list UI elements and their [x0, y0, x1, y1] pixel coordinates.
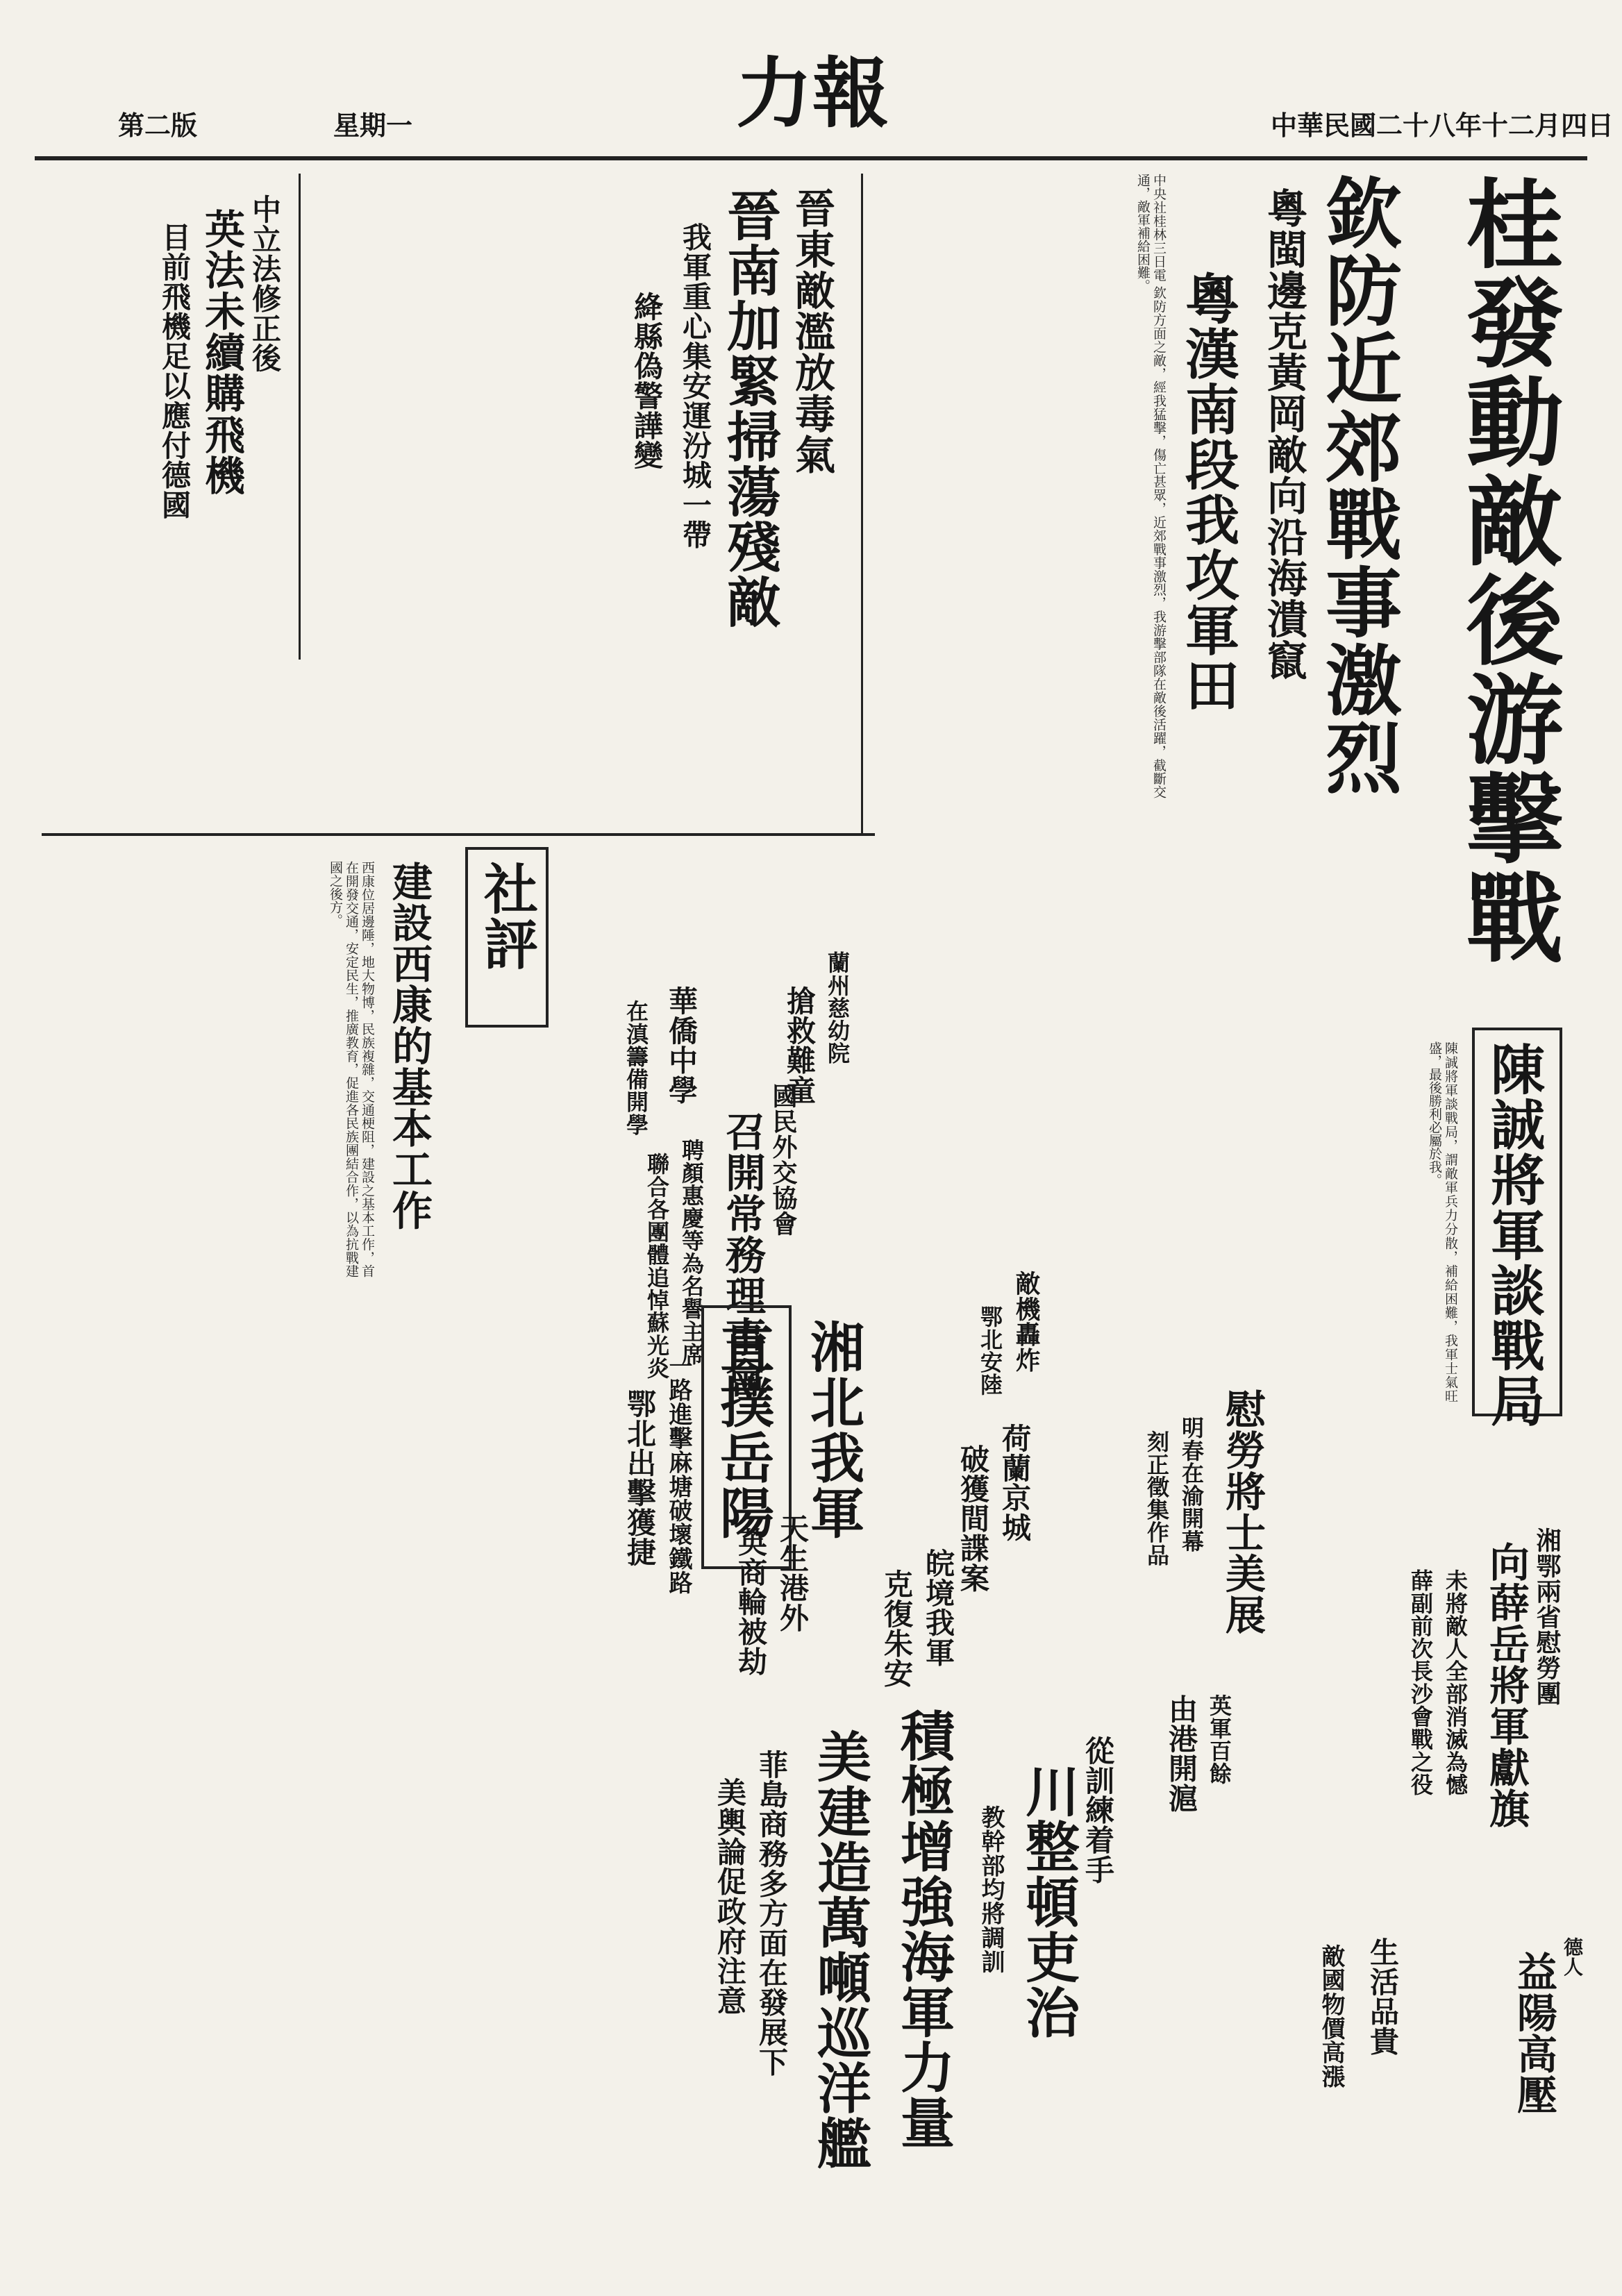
- navy-subhead-2: 美輿論促政府注意: [713, 1777, 747, 2016]
- foreign-assoc-subhead-2: 聯合各團體追悼蘇光炎: [644, 1153, 670, 1380]
- hubei-subhead-2: 鄂北出擊獲捷: [623, 1389, 657, 1568]
- heliu-headline-1: 荷蘭京城: [998, 1423, 1032, 1543]
- issue-number: 星期一: [333, 110, 413, 141]
- weilao-subhead-1: 明春在渝開幕: [1178, 1416, 1205, 1552]
- price-headline-2: 敵國物價高漲: [1317, 1944, 1345, 2089]
- dateline: 中華民國二十八年十二月四日: [1271, 110, 1614, 141]
- extra-headline: 益陽高壓: [1510, 1951, 1557, 2115]
- xiang-headline-2: 向薛岳將軍獻旗: [1482, 1541, 1530, 1829]
- lead-headline-2: 欽防近郊戰事激烈: [1313, 174, 1403, 797]
- lanzhou-subhead: 蘭州慈幼院: [824, 951, 851, 1065]
- overseas-headline: 華僑中學: [664, 986, 699, 1105]
- jin-subhead-1: 我軍重心集安運汾城一帶: [678, 222, 712, 550]
- tianjin-headline-2: 英商輪被劫: [734, 1527, 768, 1677]
- navy-headline-2: 美建造萬噸巡洋艦: [808, 1729, 871, 2171]
- masthead: 力報: [736, 49, 889, 138]
- wan-headline-2: 克復朱安: [880, 1569, 914, 1689]
- editorial-label: 社評: [475, 861, 538, 972]
- divider: [299, 174, 301, 660]
- chen-headline: 陳誠將軍談戰局: [1482, 1041, 1545, 1428]
- foreign-assoc-subhead-1: 聘顏惠慶等為名譽主席: [678, 1139, 705, 1366]
- aircraft-subhead: 目前飛機足以應付德國: [158, 222, 192, 520]
- lead-body: 中央社桂林三日電 欽防方面之敵，經我猛擊，傷亡甚眾，近郊戰事激烈，我游擊部隊在敵後活躍，截斷交通，敵軍補給困難。: [1135, 174, 1167, 798]
- foreign-assoc-headline-2: 召開常務理事會: [719, 1111, 766, 1399]
- training-subhead: 教幹部均將調訓: [977, 1805, 1005, 1974]
- jin-subhead-2: 絳縣偽警譁變: [630, 292, 664, 471]
- lead-headline-1: 桂發動敵後游擊戰: [1450, 174, 1564, 967]
- top-rule: [35, 156, 1587, 160]
- lanzhou-headline: 搶救難童: [783, 986, 817, 1105]
- foreign-assoc-headline-1: 國民外交協會: [769, 1083, 798, 1237]
- heliu-headline-2: 破獲間諜案: [956, 1444, 990, 1593]
- price-headline-1: 生活品貴: [1366, 1937, 1400, 2056]
- navy-subhead-1: 菲島商務多方面在發展下: [755, 1750, 789, 2077]
- tianjin-headline-1: 天生港外: [776, 1514, 810, 1633]
- aircraft-headline-1: 中立法修正後: [248, 194, 282, 374]
- training-headline-1: 從訓練着手: [1081, 1736, 1115, 1885]
- divider: [861, 174, 863, 833]
- lead-subhead: 粵閩邊克黃岡敵向沿海潰竄: [1260, 187, 1307, 680]
- lead-subhead-2: 粵漢南段我攻軍田: [1176, 271, 1239, 713]
- hubei-subhead-1: 一路進擊麻塘破壞鐵路: [664, 1354, 692, 1595]
- xiang-subhead-2: 薛副前次長沙會戰之役: [1407, 1569, 1434, 1796]
- aircraft-headline-2: 英法未續購飛機: [198, 208, 245, 496]
- xiang-subhead: 未將敵人全部消滅為憾: [1442, 1569, 1469, 1796]
- overseas-subhead: 在滇籌備開學: [623, 1000, 649, 1136]
- hainan-headline: 敵機轟炸: [1012, 1271, 1041, 1373]
- extra-subhead: 德人: [1561, 1937, 1584, 1977]
- hubei-headline-2: 直撲岳陽: [711, 1319, 774, 1541]
- weilao-headline: 慰勞將士美展: [1219, 1389, 1266, 1635]
- hainan-subhead: 鄂北安陸: [977, 1305, 1003, 1396]
- editorial-body: 西康位居邊陲，地大物博，民族複雜，交通梗阻，建設之基本工作，首在開發交通，安定民生，推廣教育，促進各民族團結合作，以為抗戰建國之後方。: [328, 861, 375, 1277]
- weilao-subhead-2: 刻正徵集作品: [1144, 1430, 1170, 1566]
- page-number: 第二版: [118, 110, 198, 141]
- navy-headline-1: 積極增強海軍力量: [892, 1708, 955, 2150]
- hk-subhead: 英軍百餘: [1206, 1694, 1232, 1785]
- xiang-headline-1: 湘鄂兩省慰勞團: [1532, 1527, 1562, 1707]
- chen-body: 陳誠將軍談戰局，謂敵軍兵力分散，補給困難，我軍士氣旺盛，最後勝利必屬於我。: [1427, 1041, 1458, 1402]
- editorial-title: 建設西康的基本工作: [385, 861, 433, 1231]
- jin-headline-1: 晉東敵濫放毒氣: [788, 187, 835, 476]
- hubei-headline-1: 湘北我軍: [801, 1319, 864, 1541]
- wan-headline-1: 皖境我軍: [921, 1548, 955, 1668]
- section-rule: [42, 833, 875, 836]
- hk-headline: 由港開滬: [1164, 1694, 1198, 1813]
- training-headline-2: 川整頓吏治: [1017, 1763, 1080, 2040]
- jin-headline-2: 晉南加緊掃蕩殘敵: [718, 187, 781, 630]
